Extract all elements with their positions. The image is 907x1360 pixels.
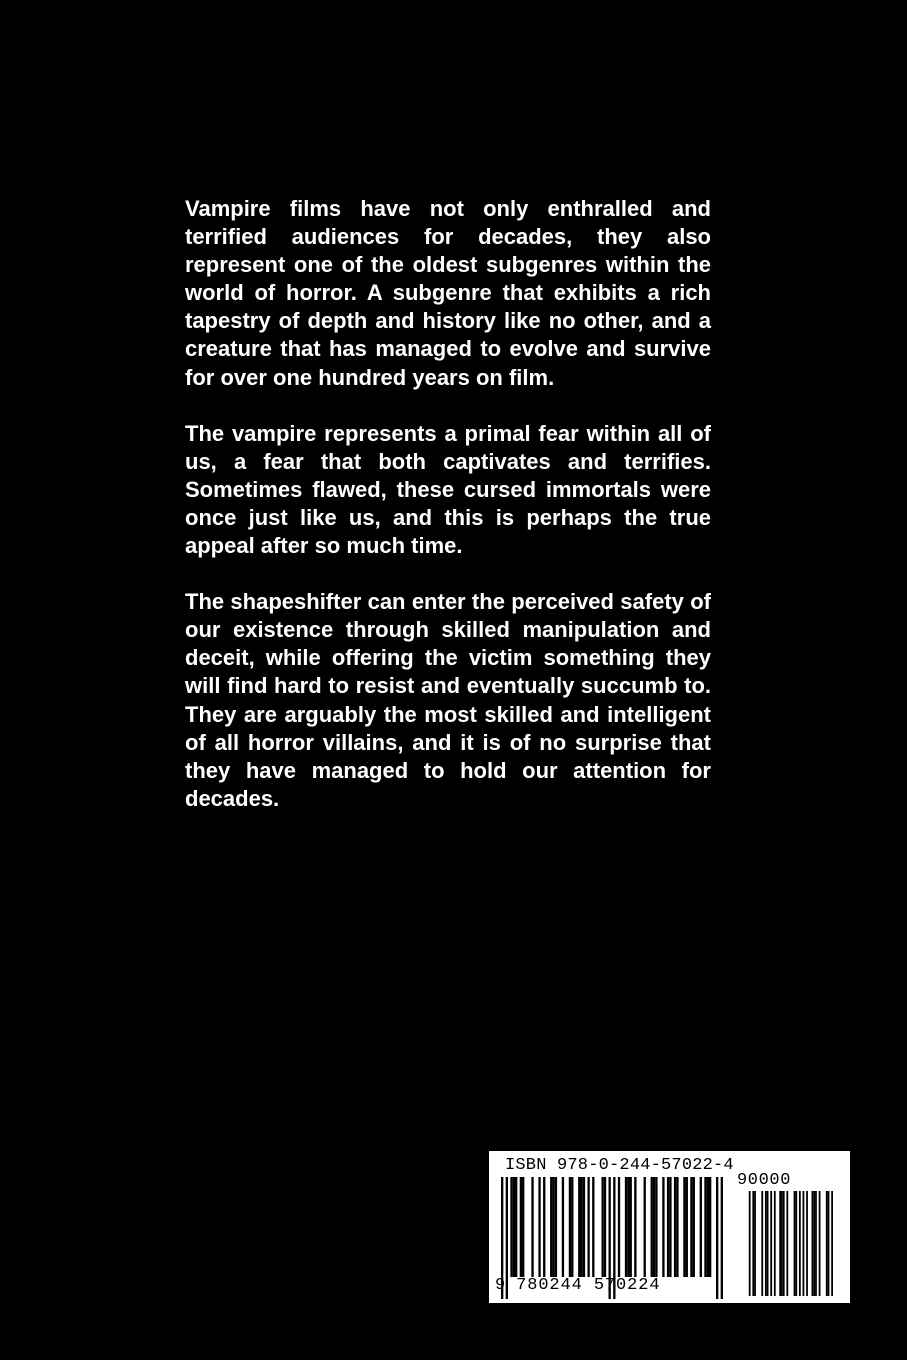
- isbn-barcode: [489, 1151, 850, 1303]
- barcode-bar: [676, 1177, 678, 1277]
- barcode-bar: [522, 1177, 524, 1277]
- supplement-bar: [819, 1191, 821, 1296]
- supplement-bar: [783, 1191, 785, 1296]
- barcode-bar: [592, 1177, 594, 1277]
- supplement-bar: [806, 1191, 808, 1296]
- blurb-paragraph-1: Vampire films have not only enthralled and terrified audiences for decades, they also represent one of the oldest subgenres within the world of horror. A subgenre that exhibits a rich tapestry of depth and history like no other, and a creature that has managed to evolve and survive for over one hundred years on film.: [185, 196, 711, 390]
- barcode-bar: [580, 1177, 582, 1277]
- barcode-bar: [653, 1177, 655, 1277]
- barcode-bar: [721, 1177, 723, 1299]
- barcode-bar: [634, 1177, 636, 1277]
- supplement-bar: [774, 1191, 776, 1296]
- barcode-bar: [618, 1177, 620, 1277]
- blurb-paragraph-2: The vampire represents a primal fear within all of us, a fear that both captivates and terrifies. Sometimes flawed, these cursed immortals were once just like us, and this is perhaps the true appeal after so much time.: [185, 420, 711, 559]
- price-code: 90000: [737, 1171, 792, 1190]
- barcode-bar: [571, 1177, 573, 1277]
- supplement-bar: [754, 1191, 756, 1296]
- barcode-bar: [531, 1177, 533, 1277]
- barcode-bar: [555, 1177, 557, 1277]
- isbn-label: ISBN 978-0-244-57022-4: [505, 1156, 734, 1175]
- barcode-bar: [630, 1177, 632, 1277]
- supplement-bar: [828, 1191, 830, 1296]
- supplement-bar: [812, 1191, 814, 1296]
- barcode-bar: [704, 1177, 706, 1277]
- barcode-digits: [495, 1276, 660, 1295]
- barcode-bar: [667, 1177, 669, 1277]
- barcode-bar: [651, 1177, 653, 1277]
- supplement-bar: [761, 1191, 763, 1296]
- barcode-bar: [674, 1177, 676, 1277]
- barcode-bar: [669, 1177, 671, 1277]
- barcode-bar: [690, 1177, 692, 1277]
- supplement-bar: [803, 1191, 805, 1296]
- barcode-bar: [520, 1177, 522, 1277]
- supplement-bar: [779, 1191, 781, 1296]
- barcode-bar: [644, 1177, 646, 1277]
- barcode-bar: [693, 1177, 695, 1277]
- supplement-bar: [786, 1191, 788, 1296]
- barcode-bar: [625, 1177, 627, 1277]
- barcode-bar: [707, 1177, 709, 1277]
- barcode-bar: [562, 1177, 564, 1277]
- barcode-first-digit: 9: [495, 1276, 507, 1295]
- barcode-bar: [601, 1177, 603, 1277]
- barcode-bar: [587, 1177, 589, 1277]
- barcode-bar: [513, 1177, 515, 1277]
- supplement-bar: [813, 1191, 815, 1296]
- barcode-bar: [686, 1177, 688, 1277]
- blurb-paragraph-3: The shapeshifter can enter the perceived safety of our existence through skilled manipulation and deceit, while offering the victim something they will find hard to resist and eventually succumb to. They are arguably the most skilled and intelligent of all horror villains, and it is of no surprise that they have managed to hold our attention for decades.: [185, 589, 711, 811]
- barcode-bar: [709, 1177, 711, 1277]
- supplement-bar: [765, 1191, 767, 1296]
- barcode-bar: [627, 1177, 629, 1277]
- supplement-bar: [799, 1191, 801, 1296]
- barcode-bar: [550, 1177, 552, 1277]
- supplement-bar: [826, 1191, 828, 1296]
- barcode-bar: [578, 1177, 580, 1277]
- barcode-bar: [604, 1177, 606, 1277]
- supplement-bar: [749, 1191, 751, 1296]
- back-cover-blurb: [185, 195, 711, 841]
- barcode-bar: [700, 1177, 702, 1277]
- supplement-bar: [794, 1191, 796, 1296]
- barcode-bar: [716, 1177, 718, 1299]
- supplement-bars: [747, 1191, 833, 1296]
- barcode-bar: [515, 1177, 517, 1277]
- supplement-bar: [770, 1191, 772, 1296]
- barcode-bar: [552, 1177, 554, 1277]
- barcode-bar: [583, 1177, 585, 1277]
- barcode-bar: [569, 1177, 571, 1277]
- barcode-bar: [538, 1177, 540, 1277]
- barcode-bar: [683, 1177, 685, 1277]
- barcode-digit-groups: 780244 570224: [516, 1276, 661, 1295]
- supplement-bar: [752, 1191, 754, 1296]
- supplement-bar: [815, 1191, 817, 1296]
- barcode-bar: [543, 1177, 545, 1277]
- supplement-bar: [795, 1191, 797, 1296]
- barcode-bar: [662, 1177, 664, 1277]
- supplement-bar: [781, 1191, 783, 1296]
- supplement-bar: [767, 1191, 769, 1296]
- barcode-bar: [510, 1177, 512, 1277]
- barcode-bar: [655, 1177, 657, 1277]
- supplement-bar: [831, 1191, 833, 1296]
